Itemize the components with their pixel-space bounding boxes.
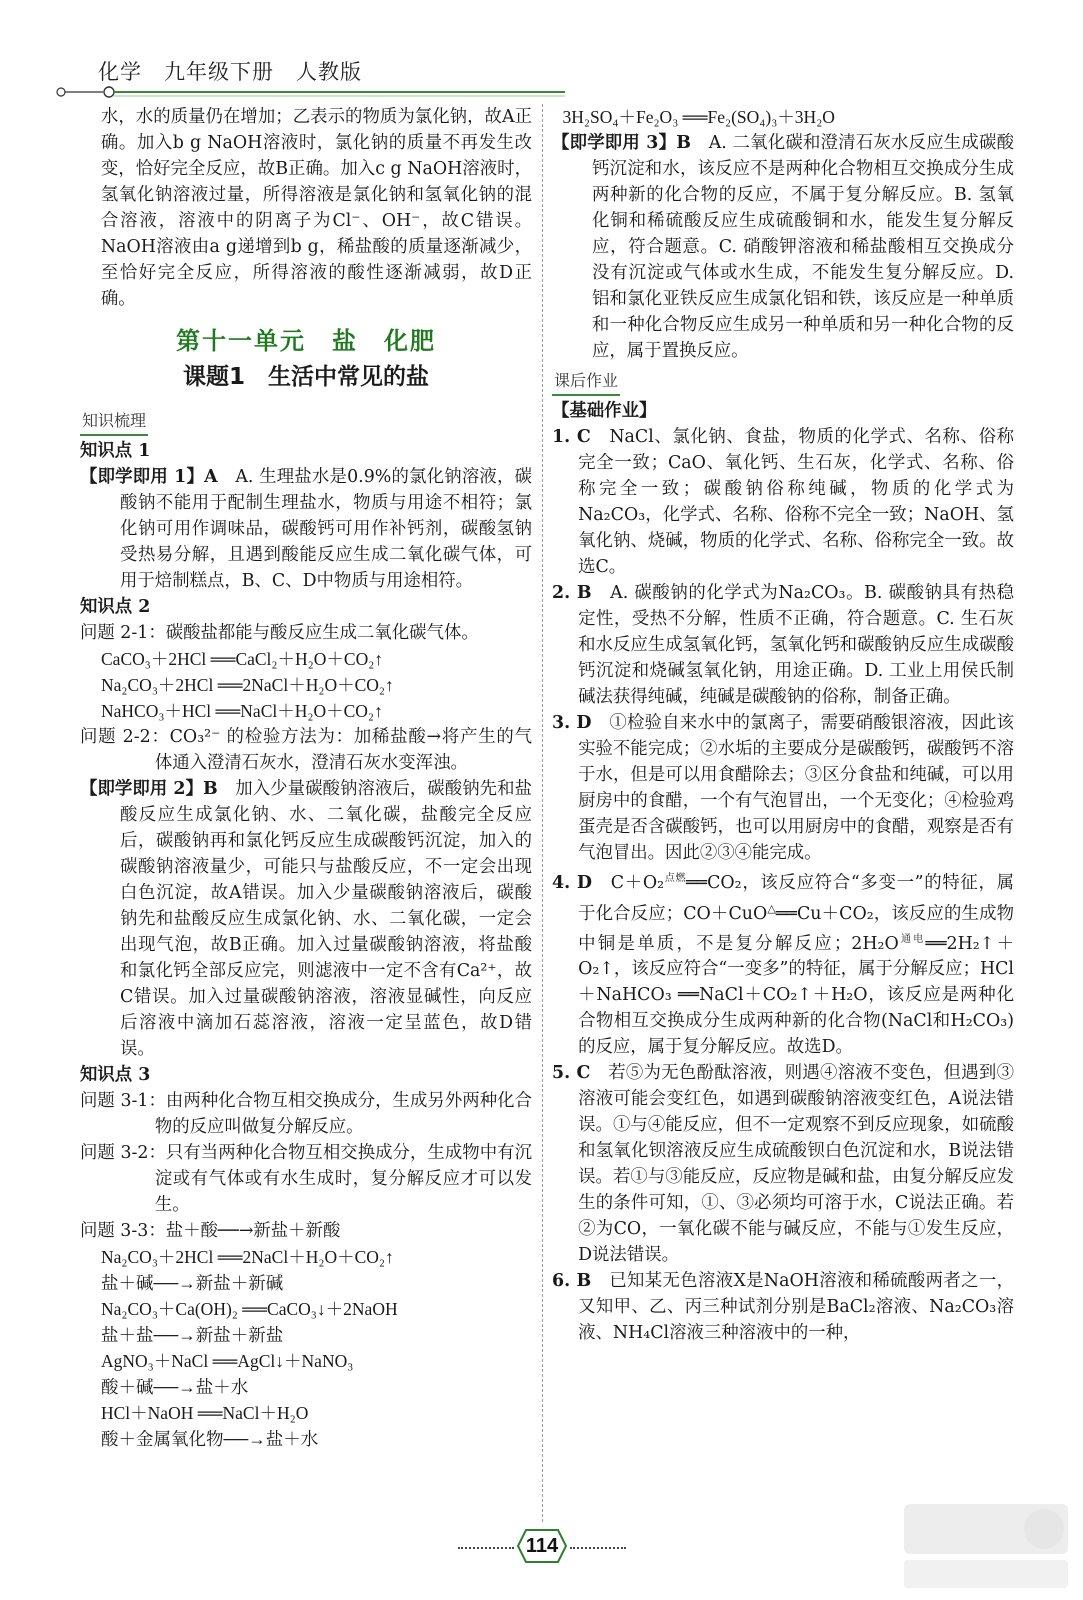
lesson-title: 课题1 生活中常见的盐 xyxy=(182,364,429,390)
header-decor-line xyxy=(55,86,565,102)
practice-1-text: A. 生理盐水是0.9%的氯化钠溶液，碳酸钠不能用于配制生理盐水，物质与用途不相符；氯化钠可用作调味品，碳酸钙可用作补钙剂，碳酸氢钠受热易分解，且遇到酸能反应生成二氧化碳气体，可用于焙制糕点，B、C、D中物质与用途相符。 xyxy=(120,467,532,591)
practice-3-label: 【即学即用 3】B xyxy=(552,133,691,153)
answer-3 xyxy=(552,710,1014,866)
answer-label: 2. B xyxy=(552,583,592,603)
answer-label: 3. D xyxy=(552,713,592,733)
rule-line: 酸＋碱──→盐＋水 xyxy=(101,1377,249,1397)
answer-6 xyxy=(552,1268,1014,1346)
answer-2 xyxy=(552,580,1014,710)
equation: 3H₂SO₄＋Fe₂O₃ ══Fe₂(SO₄)₃＋3H₂O xyxy=(562,107,835,127)
equation: CaCO₃＋2HCl ══CaCl₂＋H₂O＋CO₂↑ xyxy=(101,649,384,669)
answer-1 xyxy=(552,424,1014,580)
equation: Na₂CO₃＋2HCl ══2NaCl＋H₂O＋CO₂↑ xyxy=(101,1247,394,1267)
practice-2-text: 加入少量碳酸钠溶液后，碳酸钠先和盐酸反应生成氯化钠、水、二氧化碳，盐酸完全反应后，碳酸钠再和氯化钙反应生成碳酸钙沉淀，加入的碳酸钠溶液量少，可能只与盐酸反应，不一定会出现白色沉淀，故A错误。加入少量碳酸钠溶液后，碳酸钠先和盐酸反应生成氯化钠、水、二氧化碳，一定会出现气泡，故B正确。加入过量碳酸钠溶液，将盐酸和氯化钙全部反应完，则滤液中一定不含有Ca²⁺，故C错误。加入过量碳酸钠溶液，溶液显碱性，向反应后溶液中滴加石蕊溶液，溶液一定呈蓝色，故D错误。 xyxy=(120,779,532,1059)
unit-title: 第十一单元 盐 化肥 xyxy=(176,327,436,355)
rule-line: 盐＋盐──→新盐＋新盐 xyxy=(101,1325,284,1345)
page-number-text: 114 xyxy=(525,1534,559,1557)
answer-text: 若⑤为无色酚酞溶液，则遇④溶液不变色，但遇到③溶液可能会变红色，如遇到碳酸钠溶液变红色，A说法错误。①与④能反应，但不一定观察不到反应现象，如硫酸和氢氧化钡溶液反应生成硫酸钡白色沉淀和水，B说法错误。若①与③能反应，反应物是碱和盐，由复分解反应发生的条件可知，①、③必须均可溶于水，C说法正确。若②为CO，一氧化碳不能与碱反应，不能与①发生反应，D说法错误。 xyxy=(578,1063,1014,1266)
knowledge-point-2: 知识点 2 xyxy=(80,597,151,617)
rule-line: 酸＋金属氧化物──→盐＋水 xyxy=(101,1429,319,1449)
answer-4: 4. D C＋O₂$^{点燃}$══CO₂，该反应符合“多变一”的特征，属于化合反应；CO＋CuO△══Cu＋CO₂，该反应的生成物中铜是单质，不是复分解反应；$2H_2O^{通电}══2H_2↑+O_2↑$，该反应符合“一变多”的特征，属于分解反应；HCl＋NaHCO₃ ══NaCl＋CO₂↑＋H₂O，该反应是两种化合物相互交换成分生成两种新的化合物(NaCl和H₂CO₃)的反应，属于复分解反应。故选D。 xyxy=(552,872,1015,1058)
watermark-logo xyxy=(896,1498,1076,1594)
answer-text: NaCl、氯化钠、食盐，物质的化学式、名称、俗称完全一致；CaO、氧化钙、生石灰，化学式、名称、俗称完全一致；碳酸钠俗称纯碱，物质的化学式为Na₂CO₃，化学式、名称、俗称不完全一致；NaOH、氢氧化钠、烧碱，物质的化学式、名称、俗称完全一致。故选C。 xyxy=(578,427,1014,577)
page-number xyxy=(516,1526,568,1566)
practice-3-text: A. 二氧化碳和澄清石灰水反应生成碳酸钙沉淀和水，该反应不是两种化合物相互交换成分生成两种新的化合物的反应，不属于复分解反应。B. 氢氧化铜和稀硫酸反应生成硫酸铜和水，能发生复分解反应，符合题意。C. 硝酸钾溶液和稀盐酸相互交换成分没有沉淀或气体或水生成，不能发生复分解反应。D. 铝和氯化亚铁反应生成氯化铝和铁，该反应是一种单质和一种化合物反应生成另一种单质和另一种化合物的反应，属于置换反应。 xyxy=(592,133,1014,361)
equation: HCl＋NaOH ══NaCl＋H₂O xyxy=(101,1403,309,1423)
column-divider xyxy=(542,104,543,1522)
footer-dots-right xyxy=(570,1547,626,1551)
section-tag-knowledge: 知识梳理 xyxy=(80,408,148,436)
practice-2 xyxy=(80,776,532,1062)
answer-label: 5. C xyxy=(552,1063,591,1084)
continued-paragraph: 水，水的质量仍在增加；乙表示的物质为氯化钠，故A正确。加入b g NaOH溶液时，氯化钠的质量不再发生改变，恰好完全反应，故B正确。加入c g NaOH溶液时，氢氧化钠溶液过量，所得溶液是氯化钠和氢氧化钠的混合溶液，溶液中的阴离子为Cl⁻、OH⁻，故C错误。NaOH溶液由a g递增到b g，稀盐酸的质量逐渐减少，至恰好完全反应，所得溶液的酸性逐渐减弱，故D正确。 xyxy=(100,107,532,309)
knowledge-point-1: 知识点 1 xyxy=(80,441,151,461)
question-2-1: 问题 2-1：碳酸盐都能与酸反应生成二氧化碳气体。 xyxy=(80,623,479,643)
question-3-2: 问题 3-2：只有当两种化合物互相交换成分，生成物中有沉淀或有气体或有水生成时，复分解反应才可以发生。 xyxy=(80,1143,532,1215)
right-column xyxy=(552,104,1014,1346)
equation: Na₂CO₃＋Ca(OH)₂ ══CaCO₃↓＋2NaOH xyxy=(101,1299,398,1319)
question-3-1: 问题 3-1：由两种化合物互相交换成分，生成另外两种化合物的反应叫做复分解反应。 xyxy=(80,1091,532,1137)
question-2-2: 问题 2-2：CO₃²⁻ 的检验方法为：加稀盐酸→将产生的气体通入澄清石灰水，澄清石灰水变浑浊。 xyxy=(80,727,532,773)
equation: Na₂CO₃＋2HCl ══2NaCl＋H₂O＋CO₂↑ xyxy=(101,675,394,695)
answer-text: Cu＋CO₂，该反应的生成物中铜是单质，不是复分解反应；2H₂O xyxy=(578,903,1015,954)
reaction-condition: 点燃 xyxy=(664,873,687,884)
section-tag-homework: 课后作业 xyxy=(552,368,620,396)
rule-line: 盐＋碱──→新盐＋新碱 xyxy=(101,1273,284,1293)
answer-text: 2H₂↑＋O₂↑，该反应符合“一变多”的特征，属于分解反应；HCl＋NaHCO₃ ══NaCl＋CO₂↑＋H₂O，该反应是两种化合物相互交换成分生成两种新的化合物(NaCl和H₂CO₃)的反应，属于复分解反应。故选D。 xyxy=(578,933,1014,1058)
answer-5 xyxy=(552,1060,1014,1268)
left-column xyxy=(80,104,532,1452)
answer-label: 1. C xyxy=(552,427,591,447)
answer-label: 4. D xyxy=(552,872,592,893)
practice-3 xyxy=(552,130,1014,364)
footer-dots-left xyxy=(458,1547,514,1551)
header-title: 化学 九年级下册 人教版 xyxy=(98,60,362,84)
basic-homework-heading: 【基础作业】 xyxy=(552,401,657,421)
answer-label: 6. B xyxy=(552,1271,592,1292)
equation: AgNO₃＋NaCl ══AgCl↓＋NaNO₃ xyxy=(101,1351,354,1371)
answer-text: ①检验自来水中的氯离子，需要硝酸银溶液，因此该实验不能完成；②水垢的主要成分是碳酸钙，碳酸钙不溶于水，但是可以用食醋除去；③区分食盐和纯碱，可以用厨房中的食醋，一个有气泡冒出，一个无变化；④检验鸡蛋壳是否含碳酸钙，也可以用厨房中的食醋，观察是否有气泡冒出。因此②③④能完成。 xyxy=(578,713,1014,863)
answer-text: CO₂，该反应符合“多变一”的特征，属于化合反应；CO＋CuO xyxy=(578,872,1014,924)
answer-text: C＋O₂ xyxy=(610,872,665,893)
knowledge-point-3: 知识点 3 xyxy=(80,1065,151,1085)
equation: NaHCO₃＋HCl ══NaCl＋H₂O＋CO₂↑ xyxy=(101,701,383,721)
reaction-condition: △ xyxy=(767,901,776,915)
answer-text: A. 碳酸钠的化学式为Na₂CO₃。B. 碳酸钠具有热稳定性，受热不分解，性质不正确，符合题意。C. 生石灰和水反应生成氢氧化钙，氢氧化钙和碳酸钠反应生成碳酸钙沉淀和烧碱氢氧化钠，用途正确。D. 工业上用侯氏制碱法获得纯碱，纯碱是碳酸钠的俗称，制备正确。 xyxy=(578,583,1014,707)
practice-1-label: 【即学即用 1】A xyxy=(80,467,218,487)
question-3-3: 问题 3-3：盐＋酸──→新盐＋新酸 xyxy=(80,1221,341,1241)
reaction-condition: 通电 xyxy=(898,933,926,945)
answer-text: 已知某无色溶液X是NaOH溶液和稀硫酸两者之一，又知甲、乙、丙三种试剂分别是BaCl₂溶液、Na₂CO₃溶液、NH₄Cl溶液三种溶液中的一种， xyxy=(578,1271,1014,1344)
practice-2-label: 【即学即用 2】B xyxy=(80,779,218,799)
practice-1 xyxy=(80,464,532,594)
